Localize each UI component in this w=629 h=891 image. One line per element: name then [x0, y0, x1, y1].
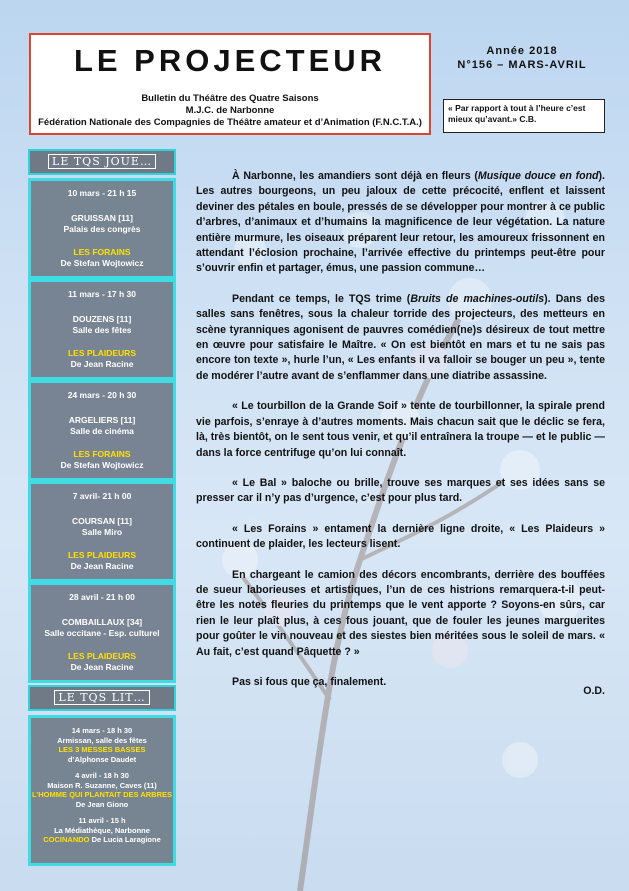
event-date: 10 mars - 21 h 15: [67, 188, 137, 198]
reading-title: COCINANDO: [43, 835, 90, 844]
event-place: DOUZENS [11]: [72, 314, 132, 324]
readings-box: [28, 715, 176, 866]
masthead: [29, 33, 431, 135]
joue-heading: [28, 149, 176, 175]
reading-item: [31, 771, 173, 809]
masthead-subtitle: [31, 93, 429, 129]
event-place: COMBAILLAUX [34]: [61, 617, 143, 627]
event-card: [28, 178, 176, 279]
event-place: COURSAN [11]: [72, 516, 132, 526]
newsletter-title: LE PROJECTEUR: [73, 43, 387, 78]
reading-author: De Jean Giono: [75, 799, 129, 809]
article-paragraph: Pendant ce temps, le TQS trime (Bruits de machines-outils). Dans des salles sans fenêtres, sous la chaleur torride des projecteurs, des metteurs en scène tyranniques agonisent de pauvres comédien(ne)s désireux de tout mettre en œuvre pour satisfaire le Maître. « On est bientôt en mars et tu ne sais pas encore ton texte », hurle l’un, « Les enfants il va falloir se bouger un peu », tente de modérer l’autre avant de s’enflammer dans une diatribe assassine.: [196, 292, 605, 382]
reading-item: [31, 726, 173, 764]
lit-heading-label: LE TQS LIT…: [54, 690, 149, 705]
article-paragraph: En chargeant le camion des décors encombrants, derrière des bouffées de sueur laborieuses et artistiques, l’un de ces histrions remarquera-t-il peut-être les notes fleuries du printemps que le vent apporte ? Soyons-en sûrs, car rien le leur plaît plus, à ces fous jouant, que de fouler les jeunes marguerites pour goûter le vin nouveau et des siestes bien méritées sous le soleil de mars. « Au fait, c’est quand Pâquette ? »: [196, 568, 605, 658]
event-date: 24 mars - 20 h 30: [67, 390, 137, 400]
article-paragraph: « Le tourbillon de la Grande Soif » tente de tourbillonner, la spirale prend vie parfois, s’enraye à d’autres moments. Mais chacun sait que le déclic se fera, là, très bientôt, on le sent tous venir, et qu’il entraînera la troupe — et le public — dans la force centrifuge qu’on lui connaît.: [196, 400, 605, 459]
event-card: [28, 481, 176, 582]
reading-author: De Lucia Laragione: [91, 835, 161, 844]
event-card: [28, 582, 176, 683]
reading-place: La Médiathèque, Narbonne: [54, 825, 150, 835]
masthead-line-3: Fédération Nationale des Compagnies de Théâtre amateur et d’Animation (F.N.C.T.A.): [38, 117, 422, 128]
article-paragraph: « Les Forains » entament la dernière ligne droite, « Les Plaideurs » continuent de plaider, les lecteurs lisent.: [196, 522, 605, 551]
event-venue: Salle de cinéma: [70, 426, 134, 436]
article-paragraph: À Narbonne, les amandiers sont déjà en fleurs (Musique douce en fond). Les autres bourgeons, un peu jaloux de cette précocité, enflent et laissent deviner des pétales en boule, pressés de se développer pour montrer à ce public d’arbres, d’animaux et d’humains la magnificence de leur végétation. La nature entière murmure, les oiseaux préparent leur retour, les amoureux frissonnent en attendant l’éclosion prochaine, l’arrivée effective du printemps peut-être pour s’ouvrir enfin et partager, émus, une passion commune…: [196, 170, 606, 275]
event-venue: Palais des congrès: [63, 224, 141, 234]
event-place: ARGELIERS [11]: [68, 415, 136, 425]
event-card: [28, 279, 176, 380]
event-place: GRUISSAN [11]: [71, 213, 133, 223]
joue-heading-label: LE TQS JOUE…: [48, 154, 156, 169]
event-card: [28, 380, 176, 481]
lit-heading: [28, 685, 176, 711]
reading-item: [31, 816, 173, 845]
event-date: 11 mars - 17 h 30: [67, 289, 137, 299]
reading-date: 11 avril - 15 h: [78, 816, 126, 825]
event-play: LES PLAIDEURS: [67, 651, 136, 661]
event-play: LES PLAIDEURS: [67, 550, 136, 560]
masthead-line-2: M.J.C. de Narbonne: [185, 105, 275, 116]
event-venue: Salle Miro: [81, 527, 123, 537]
masthead-line-1: Bulletin du Théâtre des Quatre Saisons: [141, 93, 319, 104]
reading-date: 4 avril - 18 h 30: [75, 771, 129, 780]
event-author: De Jean Racine: [70, 662, 134, 672]
event-venue: Salle des fêtes: [72, 325, 132, 335]
event-play: LES FORAINS: [73, 247, 131, 257]
reading-title: L’HOMME QUI PLANTAIT DES ARBRES: [31, 790, 172, 799]
event-author: De Jean Racine: [70, 561, 134, 571]
reading-title: LES 3 MESSES BASSES: [58, 745, 146, 754]
event-play: LES FORAINS: [73, 449, 131, 459]
editorial-article: [196, 169, 605, 700]
article-paragraph: Pas si fous que ça, finalement.: [232, 675, 387, 688]
event-author: De Jean Racine: [70, 359, 134, 369]
reading-date: 14 mars - 18 h 30: [71, 726, 133, 735]
event-date: 28 avril - 21 h 00: [69, 592, 135, 602]
quote-box: « Par rapport à tout à l’heure c’est mieux qu’avant.» C.B.: [443, 99, 605, 133]
issue-year: Année 2018: [486, 45, 558, 57]
event-author: De Stefan Wojtowicz: [60, 258, 144, 268]
reading-author: d’Alphonse Daudet: [67, 754, 137, 764]
article-paragraph: « Le Bal » baloche ou brille, trouve ses marques et ses idées sans se presser car il n’y pas d’urgence, c’est pour plus tard.: [196, 476, 605, 505]
event-date: 7 avril- 21 h 00: [72, 491, 132, 501]
event-play: LES PLAIDEURS: [67, 348, 136, 358]
issue-info: [437, 44, 607, 72]
event-venue: Salle occitane - Esp. culturel: [44, 628, 160, 638]
article-signature: O.D.: [583, 685, 605, 698]
issue-number: N°156 – MARS-AVRIL: [457, 59, 587, 71]
reading-place: Armissan, salle des fêtes: [57, 735, 147, 745]
reading-place: Maison R. Suzanne, Caves (11): [47, 780, 157, 790]
event-author: De Stefan Wojtowicz: [60, 460, 144, 470]
